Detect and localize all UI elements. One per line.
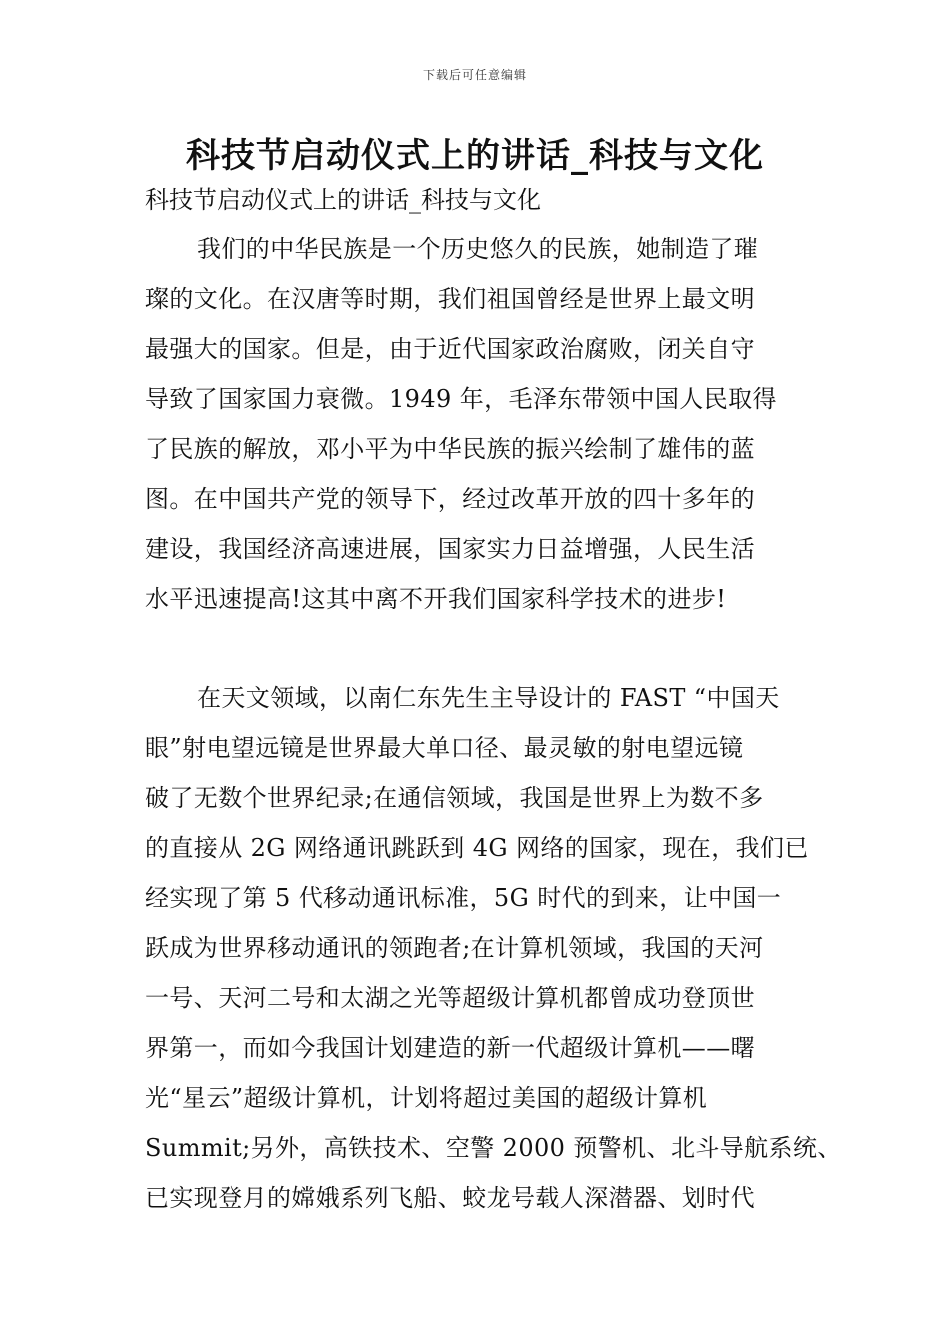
paragraph-line: 建设，我国经济高速进展，国家实力日益增强，人民生活 [145, 535, 755, 563]
paragraph-line: 一号、天河二号和太湖之光等超级计算机都曾成功登顶世 [145, 984, 755, 1012]
paragraph-line: 界第一，而如今我国计划建造的新一代超级计算机——曙 [145, 1034, 755, 1062]
paragraph-line: 光“星云”超级计算机，计划将超过美国的超级计算机 [145, 1084, 708, 1112]
paragraph-line: 经实现了第 5 代移动通讯标准，5G 时代的到来，让中国一 [145, 884, 782, 912]
paragraph-line: 最强大的国家。但是，由于近代国家政治腐败，闭关自守 [145, 335, 755, 363]
paragraph-line: 破了无数个世界纪录;在通信领域，我国是世界上为数不多 [145, 784, 764, 812]
paragraph-line: 眼”射电望远镜是世界最大单口径、最灵敏的射电望远镜 [145, 734, 744, 762]
body-paragraph-2 [145, 673, 842, 1223]
header-note: 下载后可任意编辑 [422, 68, 527, 82]
document-title: 科技节启动仪式上的讲话_科技与文化 [186, 136, 764, 176]
paragraph-line: 图。在中国共产党的领导下，经过改革开放的四十多年的 [145, 485, 755, 513]
paragraph-line: 璨的文化。在汉唐等时期，我们祖国曾经是世界上最文明 [145, 285, 755, 313]
paragraph-line: 在天文领域，以南仁东先生主导设计的 FAST “中国天 [197, 684, 780, 712]
paragraph-line: 了民族的解放，邓小平为中华民族的振兴绘制了雄伟的蓝 [145, 435, 755, 463]
paragraph-line: 水平迅速提高!这其中离不开我们国家科学技术的进步! [145, 585, 727, 613]
document-subtitle: 科技节启动仪式上的讲话_科技与文化 [145, 186, 541, 214]
paragraph-line: 跃成为世界移动通讯的领跑者;在计算机领域，我国的天河 [145, 934, 764, 962]
paragraph-line: 导致了国家国力衰微。1949 年，毛泽东带领中国人民取得 [145, 385, 777, 413]
paragraph-line: Summit;另外，高铁技术、空警 2000 预警机、北斗导航系统、 [145, 1134, 842, 1162]
body-paragraph-1 [145, 224, 810, 624]
paragraph-line: 的直接从 2G 网络通讯跳跃到 4G 网络的国家，现在，我们已 [145, 834, 809, 862]
paragraph-line: 我们的中华民族是一个历史悠久的民族，她制造了璀 [197, 235, 759, 263]
paragraph-line: 已实现登月的嫦娥系列飞船、蛟龙号载人深潜器、划时代 [145, 1184, 755, 1212]
